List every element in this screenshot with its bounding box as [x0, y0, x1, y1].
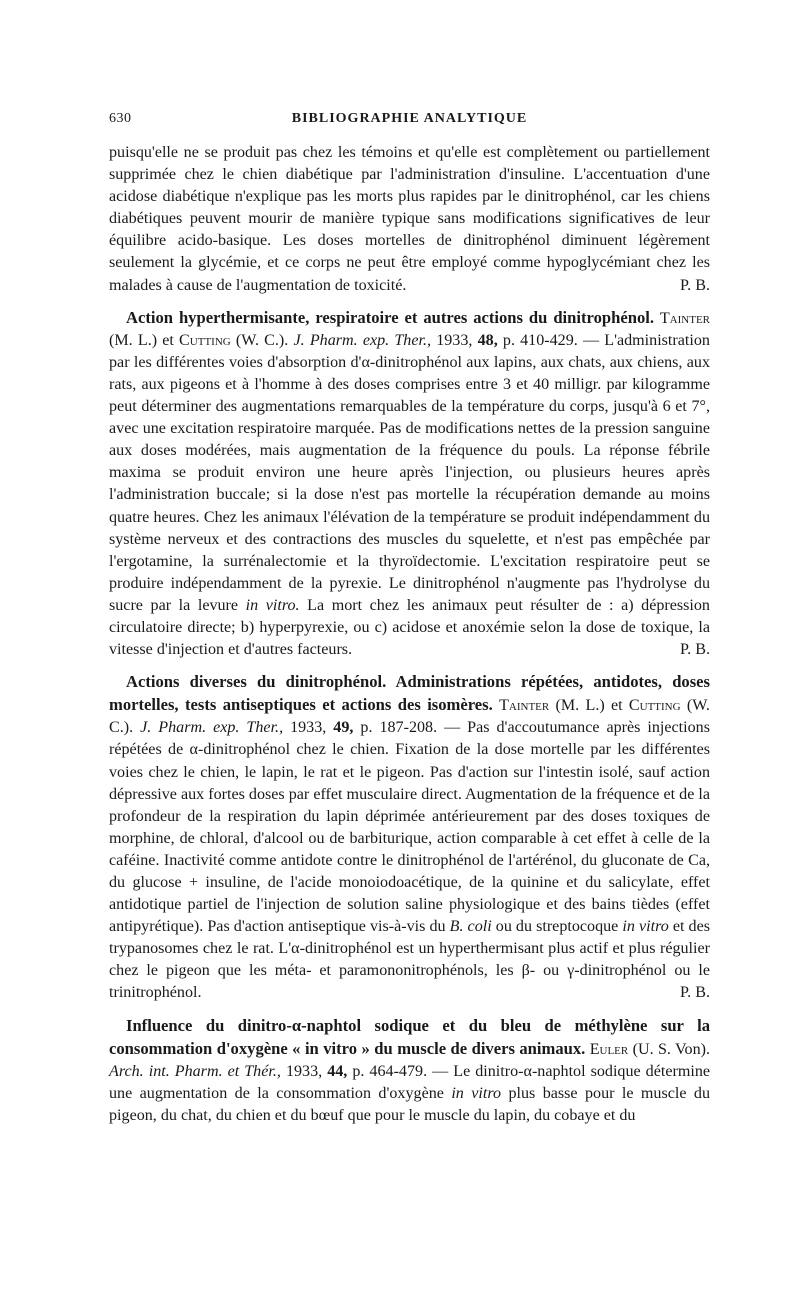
signature: P. B. — [680, 276, 710, 294]
journal-pages: p. 187-208. — [360, 719, 438, 737]
abstract-text: et des trypanosomes chez le rat. L'α-dinitrophénol est un hyperthermisant plus actif et plus régulier chez le pigeon que les méta- et paramononitrophénols, les β- ou γ-dinitrophénol ou le trinitrophénol. — [109, 918, 711, 1002]
author-name: Tainter — [499, 697, 550, 715]
italic-term: in vitro — [451, 1084, 502, 1102]
conjunction: et — [610, 697, 623, 715]
author-name: Euler — [589, 1040, 629, 1058]
journal-year: 1933, — [285, 1062, 323, 1080]
author-initials: (M. L.) — [555, 697, 605, 715]
abstract-text: — L'administration par les différentes voies d'absorption d'α-dinitrophénol aux lapins, aux chats, aux chiens, aux rats, aux pigeons et à l'homme à des doses comprises entre 3 et 40 milligr. par kilogramme peut déterminer des augmentations remarquables de la température du corps, jusqu'à 6 et 7°, avec une excitation respiratoire marquée. Pas de modifications nettes de la pression sanguine aux doses modérées, mais augmentation de la fréquence du pouls. La réponse fébrile maxima se produit environ une heure après l'injection, ou plusieurs heures après l'administration buccale; si la dose n'est pas mortelle la récupération demande au moins quatre heures. Chez les animaux l'élévation de la température se produit indépendamment du système nerveux et des contractions des muscles du squelette, et n'est pas empêchée par l'ergotamine, la surrénalectomie et la thyroïdectomie. L'excitation respiratoire peut se produire indépendamment de la pyrexie. Le dinitrophénol n'augmente pas l'hydrolyse du sucre par la levure — [109, 331, 710, 614]
journal-page — [109, 108, 710, 1127]
journal-volume: 49, — [333, 719, 354, 737]
signature: P. B. — [680, 641, 710, 659]
journal-name: Arch. int. Pharm. et Thér., — [109, 1062, 281, 1080]
author-initials: (W. C.). — [109, 697, 710, 737]
abstract-text: ou du streptocoque — [495, 918, 619, 936]
entry-title: Influence du dinitro-α-naphtol sodique et du bleu de méthylène sur la consommation d'oxygène « in vitro » du muscle de divers animaux. — [109, 1015, 710, 1058]
abstract-text: La mort chez les animaux peut résulter de : a) dépression circulatoire directe; b) hyperpyrexie, ou c) acidose et anoxémie selon la dose de toxique, la vitesse d'injection et d'autres facteurs. — [109, 596, 710, 659]
journal-name: J. Pharm. exp. Ther., — [293, 331, 432, 349]
continuation-text: puisqu'elle ne se produit pas chez les témoins et qu'elle est complètement ou partiellement supprimée chez le chien diabétique par l'administration d'insuline. L'accentuation d'une acidose diabétique n'explique pas les morts plus rapides par le dinitrophénol, car les chiens diabétiques peuvent mourir de manière typique sans modifications significatives de leur équilibre acido-basique. Les doses mortelles de dinitrophénol diminuent légèrement seulement la glycémie, et ce corps ne peut être employé comme hypoglycémiant chez les malades à cause de l'augmentation de toxicité. — [109, 144, 710, 294]
abstract-text: — Pas d'accoutumance après injections répétées de α-dinitrophénol chez le chien. Fixation de la dose mortelle par les différentes voies chez le chien, le lapin, le rat et le pigeon. Pas d'action sur l'intestin isolé, sauf action dépressive aux fortes doses par effet musculaire direct. Augmentation de la fréquence et de la profondeur de la respiration du lapin déprimée antérieurement par des doses toxiques de morphine, de chloral, d'alcool ou de barbiturique, action comparable à cet effet à celle de la caféine. Inactivité comme antidote contre le dinitrophénol de l'artérénol, du gluconate de Ca, du glucose + insuline, de l'acide monoiodoacétique, de la quinine et du salicylate, effet antidotique partiel de l'injection de solution saline physiologique et des bains tièdes (effet antipyrétique). Pas d'action antiseptique vis-à-vis du — [109, 719, 710, 936]
running-head — [109, 108, 710, 132]
italic-term: in vitro — [622, 918, 669, 936]
italic-term: B. coli — [449, 918, 492, 936]
abstract-text: plus basse pour le muscle du pigeon, du chat, du chien et du bœuf que pour le muscle du lapin, du cobaye et du — [109, 1084, 711, 1124]
journal-volume: 44, — [327, 1062, 348, 1080]
journal-pages: p. 464-479. — [352, 1062, 428, 1080]
author-name: Cutting — [179, 331, 231, 349]
author-name: Tainter — [659, 309, 711, 327]
conjunction: et — [162, 331, 174, 349]
running-title: BIBLIOGRAPHIE ANALYTIQUE — [291, 111, 528, 126]
entry-title: Action hyperthermisante, respiratoire et autres actions du dinitrophénol. — [126, 307, 655, 327]
journal-year: 1933, — [436, 331, 473, 349]
author-name: Cutting — [628, 697, 681, 715]
journal-volume: 48, — [477, 331, 498, 349]
abstract-entry — [109, 307, 710, 662]
journal-pages: p. 410-429. — [502, 331, 578, 349]
abstract-text: — Le dinitro-α-naphtol sodique détermine une augmentation de la consommation d'oxygène — [109, 1062, 711, 1102]
continuation-paragraph — [109, 142, 710, 297]
author-initials: (M. L.) — [109, 331, 158, 349]
journal-name: J. Pharm. exp. Ther., — [140, 719, 284, 737]
italic-term: in vitro. — [245, 596, 300, 614]
author-initials: (U. S. Von). — [632, 1040, 711, 1058]
abstract-entry — [109, 671, 710, 1004]
page-number: 630 — [109, 111, 132, 126]
entry-title: Actions diverses du dinitrophénol. Administrations répétées, antidotes, doses mortelles, tests antiseptiques et actions des isomères. — [109, 672, 710, 715]
author-initials: (W. C.). — [235, 331, 289, 349]
journal-year: 1933, — [290, 719, 327, 737]
signature: P. B. — [680, 984, 710, 1002]
abstract-entry — [109, 1015, 710, 1127]
